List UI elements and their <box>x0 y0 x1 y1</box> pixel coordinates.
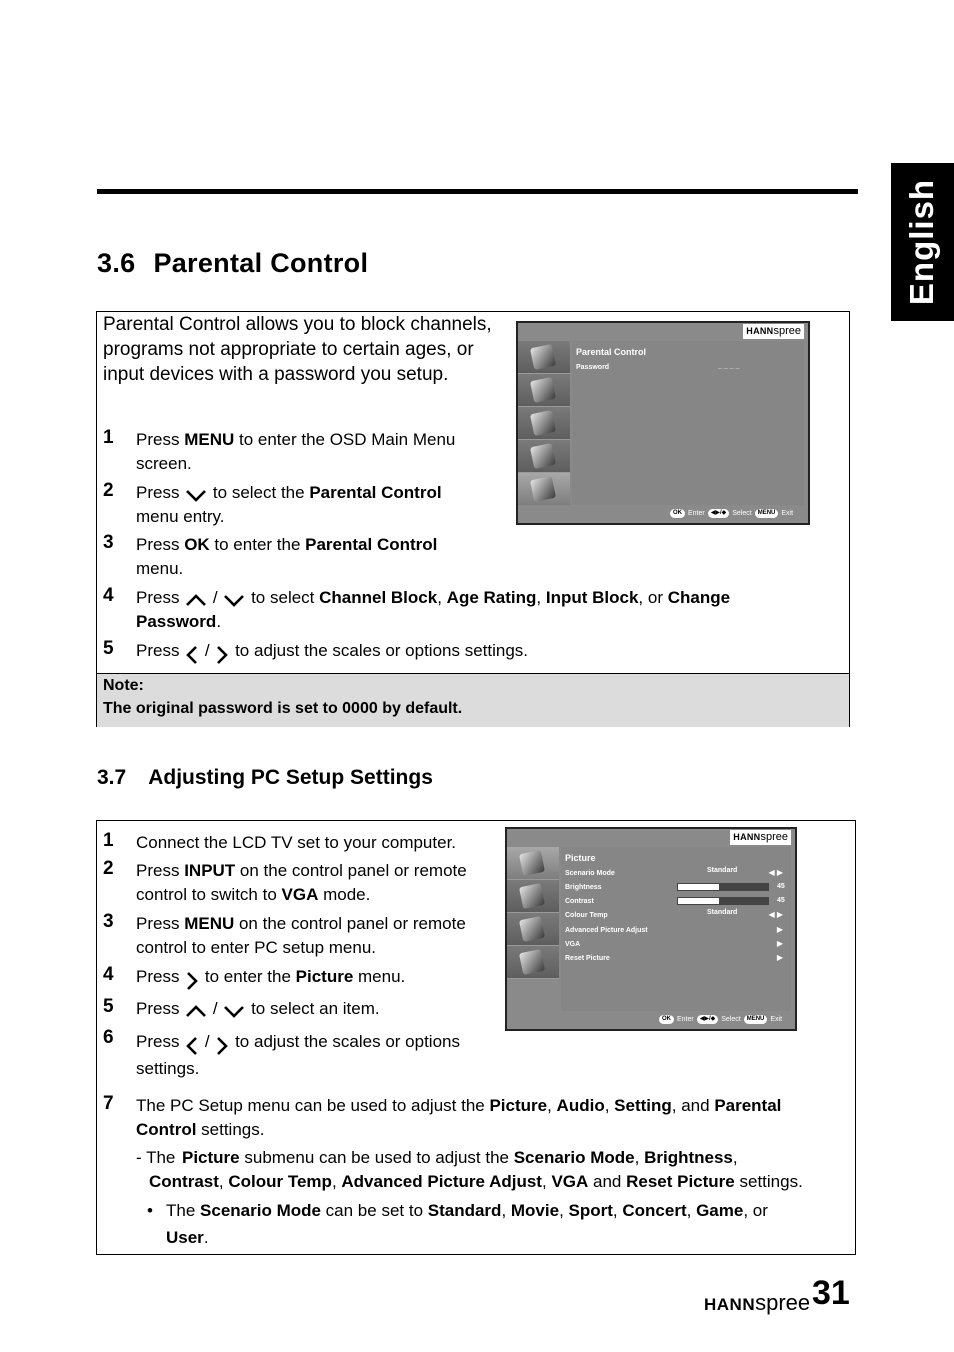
note-text: The original password is set to 0000 by default. <box>103 700 463 717</box>
select-arrows-icon: ◀▶/◆ <box>697 1015 719 1024</box>
chevron-left-icon <box>184 645 200 659</box>
intro-paragraph: Parental Control allows you to block channels, programs not appropriate to certain ages, or input devices with a password you setup. <box>103 314 492 385</box>
language-tab-label: English <box>903 178 941 306</box>
hannspree-logo: HANNspree <box>730 830 791 845</box>
osd-parental-control-screenshot <box>516 321 810 525</box>
step-text: Press to select the Parental Control menu entry. <box>136 483 442 526</box>
section-title: Parental Control <box>153 248 369 278</box>
osd-row-contrast: Contrast 45 <box>565 897 785 905</box>
parental-control-box <box>96 311 850 727</box>
osd-sidebar <box>507 847 559 979</box>
step-number: 3 <box>103 532 114 553</box>
osd-footer: OK Enter ◀▶/◆ Select MENU Exit <box>518 505 808 523</box>
chevron-left-icon <box>184 1036 200 1050</box>
osd-row-scenario-mode: Scenario Mode Standard ◀ ▶ <box>565 867 783 877</box>
osd-picture-screenshot <box>505 827 797 1031</box>
step-text: Press / to adjust the scales or options settings. <box>136 639 796 663</box>
step-number: 2 <box>103 480 114 501</box>
bullet-icon: • <box>147 1201 153 1220</box>
chevron-up-icon <box>184 592 208 606</box>
pc-setup-box: 1 Connect the LCD TV set to your computer. 2 Press INPUT on the control panel or remote control to switch to VGA mode. 3 Press MENU on the control panel or remote control to enter PC setup menu. 4 Press to enter the Picture menu. 5 Press / to select an item. 6 Press / to adjust the scales or options settings. 7 The PC Setup menu can be used to adjust the Picture, Audio, Setting, and Parental Control settings. - The Picture submenu can be used to adjust the Scenario Mode, Brightness, Contrast, Colour Temp, Advanced Picture Adjust, VGA and Reset Picture settings. • The Scenario Mode can be set to Standard, Movie, Sport, Concert, Game, or User. HANNspree Picture Scenario Mode Standard ◀ ▶ Brightness 45 Contrast 45 Colour Temp Standard ◀ ▶ Advanced Picture Adjust ▶ VGA ▶ Reset Picture ▶ OK Enter ◀▶/◆ Select MENU Exit <box>96 820 856 1255</box>
osd-panel <box>561 847 791 1011</box>
brightness-slider <box>677 883 769 891</box>
osd-panel <box>572 341 804 505</box>
step-text: Press OK to enter the Parental Control menu. <box>136 535 438 578</box>
picture-menu-icon <box>518 341 570 374</box>
tv-menu-icon <box>518 407 570 440</box>
chevron-up-icon <box>184 1003 208 1017</box>
chevron-down-icon <box>222 592 246 606</box>
note-title: Note: <box>103 677 144 694</box>
hannspree-logo: HANNspree <box>743 324 804 339</box>
step-number: 4 <box>103 585 114 606</box>
select-arrows-icon: ◀▶/◆ <box>708 509 730 518</box>
parental-menu-icon <box>507 946 559 979</box>
osd-title: Picture <box>565 853 596 863</box>
footer-hannspree-logo: HANNspree <box>704 1290 811 1315</box>
contrast-slider <box>677 897 769 905</box>
setting-menu-icon <box>518 440 570 473</box>
osd-row-colour-temp: Colour Temp Standard ◀ ▶ <box>565 909 783 919</box>
osd-row-brightness: Brightness 45 <box>565 883 785 891</box>
step-text: Press MENU to enter the OSD Main Menu screen. <box>136 430 456 473</box>
osd-title: Parental Control <box>576 347 647 357</box>
section-heading-parental-control <box>97 248 368 279</box>
audio-menu-icon <box>507 880 559 913</box>
step-number: 1 <box>103 427 114 448</box>
osd-sidebar <box>518 341 570 506</box>
osd-row-advanced-picture-adjust: Advanced Picture Adjust ▶ <box>565 925 783 934</box>
page-number: 31 <box>812 1274 850 1312</box>
section-title: Adjusting PC Setup Settings <box>148 766 433 789</box>
language-tab <box>891 163 954 321</box>
osd-row-vga: VGA ▶ <box>565 939 783 948</box>
osd-row-reset-picture: Reset Picture ▶ <box>565 953 783 962</box>
chevron-right-icon <box>184 971 200 985</box>
chevron-down-icon <box>184 487 208 501</box>
note-box <box>97 673 849 727</box>
section-number: 3.7 <box>97 766 127 789</box>
step-text: Press / to select Channel Block, Age Rating, Input Block, or Change Password. <box>136 588 731 631</box>
section-number: 3.6 <box>97 248 136 278</box>
osd-footer: OK Enter ◀▶/◆ Select MENU Exit <box>507 1011 795 1029</box>
osd-row-password: Password _ _ _ _ <box>576 363 740 371</box>
audio-menu-icon <box>518 374 570 407</box>
section-heading-pc-setup <box>97 766 433 790</box>
chevron-down-icon <box>222 1003 246 1017</box>
chevron-right-icon <box>214 645 230 659</box>
chevron-right-icon <box>214 1036 230 1050</box>
setting-menu-icon <box>507 913 559 946</box>
step-number: 5 <box>103 638 114 659</box>
top-rule <box>97 189 858 194</box>
parental-menu-icon <box>518 473 570 506</box>
picture-menu-icon <box>507 847 559 880</box>
